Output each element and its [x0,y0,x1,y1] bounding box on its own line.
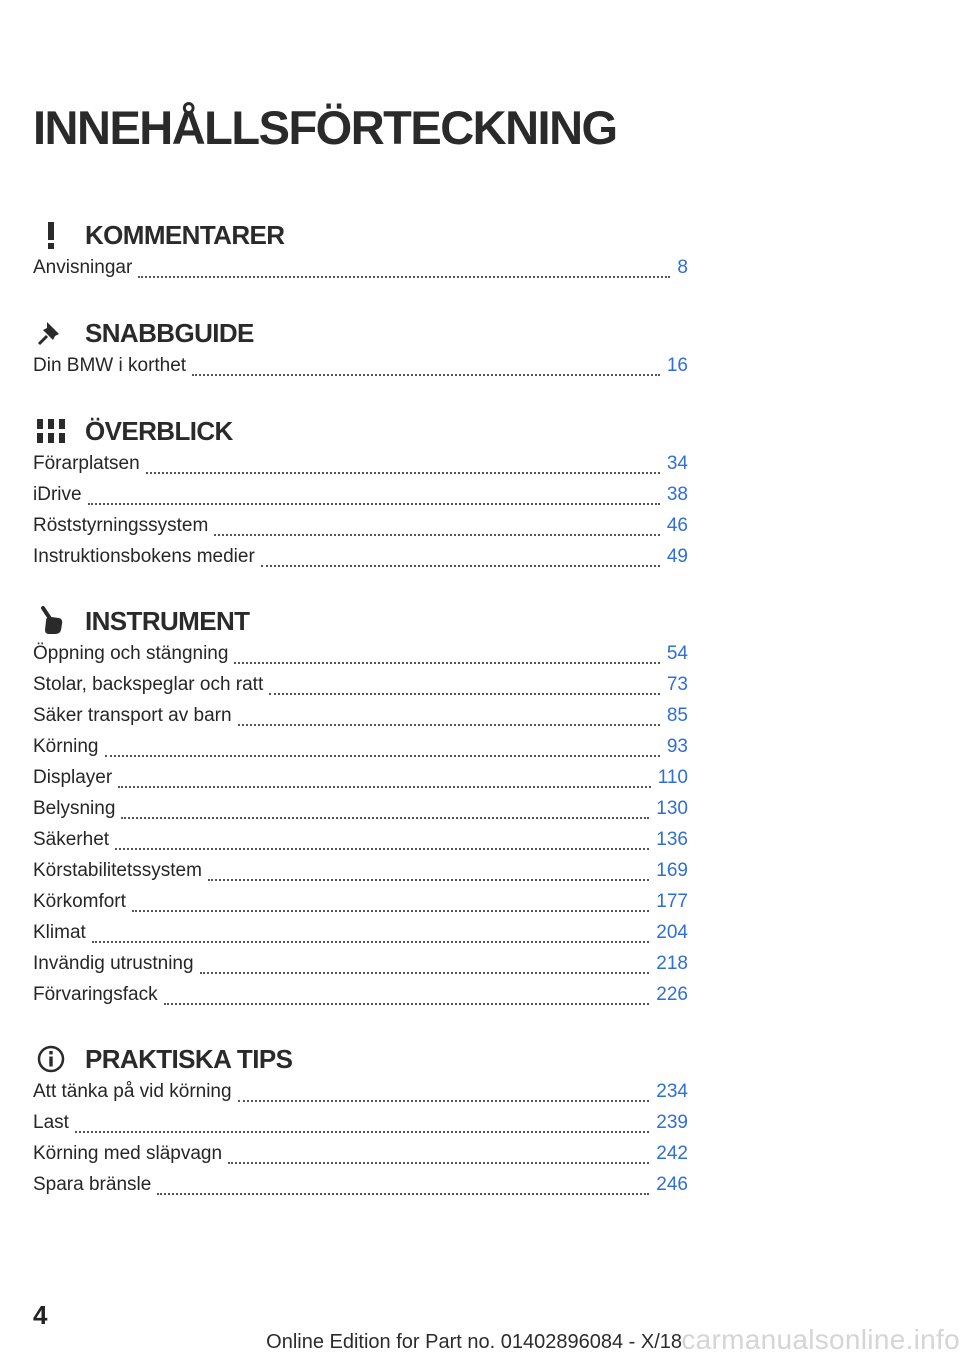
dot-leader [238,724,660,726]
toc-entry[interactable] [33,479,688,510]
toc-entry-label: Last [33,1112,69,1133]
dot-leader [138,276,670,278]
toc-entry-label: Instruktionsbokens medier [33,546,255,567]
toc-entry[interactable] [33,855,688,886]
toc-entry[interactable] [33,917,688,948]
toc-list [33,1076,688,1200]
toc-entry[interactable] [33,1138,688,1169]
dot-leader [157,1193,649,1195]
toc-entry-label: Belysning [33,798,116,819]
toc-entry[interactable] [33,1169,688,1200]
section-overblick [33,414,688,572]
toc-entry[interactable] [33,448,688,479]
dot-leader [238,1100,650,1102]
toc-page-link[interactable]: 234 [656,1081,688,1102]
toc-entry[interactable] [33,886,688,917]
dot-leader [88,503,660,505]
dot-leader [164,1003,650,1005]
toc-page-link[interactable]: 34 [666,453,688,474]
toc-entry-label: Din BMW i korthet [33,355,187,376]
dot-leader [234,662,659,664]
section-header [33,604,688,638]
dot-leader [121,817,649,819]
toc-page-link[interactable]: 246 [656,1174,688,1195]
toc-page-link[interactable]: 204 [656,922,688,943]
toc-entry-label: Körkomfort [33,891,126,912]
toc-entry[interactable] [33,731,688,762]
pointing-hand-icon [35,606,67,636]
edition-footer: Online Edition for Part no. 01402896084 - X/18 [266,1331,682,1353]
toc-page-link[interactable]: 93 [666,736,688,757]
toc-page-link[interactable]: 177 [656,891,688,912]
toc-entry-label: Säkerhet [33,829,110,850]
section-header [33,218,688,252]
toc-entry-label: Invändig utrustning [33,953,194,974]
toc-entry[interactable] [33,350,688,381]
section-title: INSTRUMENT [85,606,250,636]
toc-entry-label: Stolar, backspeglar och ratt [33,674,264,695]
section-header [33,316,688,350]
toc-entry-label: Att tänka på vid körning [33,1081,232,1102]
toc-entry[interactable] [33,979,688,1010]
toc-entry[interactable] [33,700,688,731]
toc-page-link[interactable]: 46 [666,515,688,536]
section-kommentarer [33,218,688,283]
toc-page-link[interactable]: 110 [657,767,688,788]
toc-entry-label: Körning med släpvagn [33,1143,223,1164]
section-snabbguide [33,316,688,381]
toc-entry[interactable] [33,948,688,979]
toc-entry-label: Förarplatsen [33,453,140,474]
dot-leader [214,534,660,536]
toc-list [33,350,688,381]
watermark[interactable]: carmanualsonline.info [681,1324,960,1355]
section-praktiska-tips [33,1042,688,1200]
section-title: PRAKTISKA TIPS [85,1044,293,1074]
toc-entry-label: Röststyrningssystem [33,515,209,536]
toc-entry[interactable] [33,638,688,669]
dot-leader [146,472,660,474]
toc-page-link[interactable]: 73 [666,674,688,695]
toc-page-link[interactable]: 136 [656,829,688,850]
toc-entry[interactable] [33,824,688,855]
exclamation-icon [35,220,67,250]
toc-entry-label: Spara bränsle [33,1174,152,1195]
toc-list [33,448,688,572]
toc-entry[interactable] [33,510,688,541]
dot-leader [228,1162,649,1164]
toc-entry-label: Säker transport av barn [33,705,232,726]
toc-entry[interactable] [33,541,688,572]
dot-leader [132,910,649,912]
dot-leader [118,786,651,788]
toc-page-link[interactable]: 242 [656,1143,688,1164]
toc-entry-label: Anvisningar [33,257,133,278]
toc-entry[interactable] [33,252,688,283]
toc-page-link[interactable]: 16 [666,355,688,376]
toc-page-link[interactable]: 130 [656,798,688,819]
section-header [33,1042,688,1076]
toc-page-link[interactable]: 8 [677,257,688,278]
toc-entry-label: Klimat [33,922,86,943]
section-title: ÖVERBLICK [85,416,233,446]
toc-list [33,252,688,283]
toc-page-link[interactable]: 218 [656,953,688,974]
toc-page-link[interactable]: 54 [666,643,688,664]
info-circle-icon [35,1044,67,1074]
section-header [33,414,688,448]
toc-entry-label: Körstabilitetssystem [33,860,202,881]
grid-icon [35,416,67,446]
dot-leader [192,374,660,376]
pushpin-icon [35,318,67,348]
toc-entry[interactable] [33,1076,688,1107]
page-title: INNEHÅLLSFÖRTECKNING [33,101,617,154]
toc-entry-label: iDrive [33,484,82,505]
dot-leader [75,1131,649,1133]
dot-leader [261,565,660,567]
dot-leader [269,693,660,695]
page-number: 4 [33,1300,48,1330]
toc-page-link[interactable]: 49 [666,546,688,567]
dot-leader [115,848,649,850]
toc-page-link[interactable]: 169 [656,860,688,881]
dot-leader [200,972,650,974]
toc-page-link[interactable]: 38 [666,484,688,505]
toc-entry[interactable] [33,669,688,700]
toc-entry-label: Förvaringsfack [33,984,158,1005]
toc-page-link[interactable]: 85 [666,705,688,726]
toc-list [33,638,688,1010]
dot-leader [208,879,649,881]
toc-entry[interactable] [33,762,688,793]
section-instrument [33,604,688,1010]
dot-leader [105,755,660,757]
toc-entry-label: Körning [33,736,99,757]
toc-page-link[interactable]: 239 [656,1112,688,1133]
toc-entry-label: Öppning och stängning [33,643,229,664]
section-title: KOMMENTARER [85,220,285,250]
dot-leader [92,941,650,943]
toc-entry[interactable] [33,1107,688,1138]
toc-entry[interactable] [33,793,688,824]
toc-page-link[interactable]: 226 [656,984,688,1005]
section-title: SNABBGUIDE [85,318,254,348]
toc-entry-label: Displayer [33,767,113,788]
